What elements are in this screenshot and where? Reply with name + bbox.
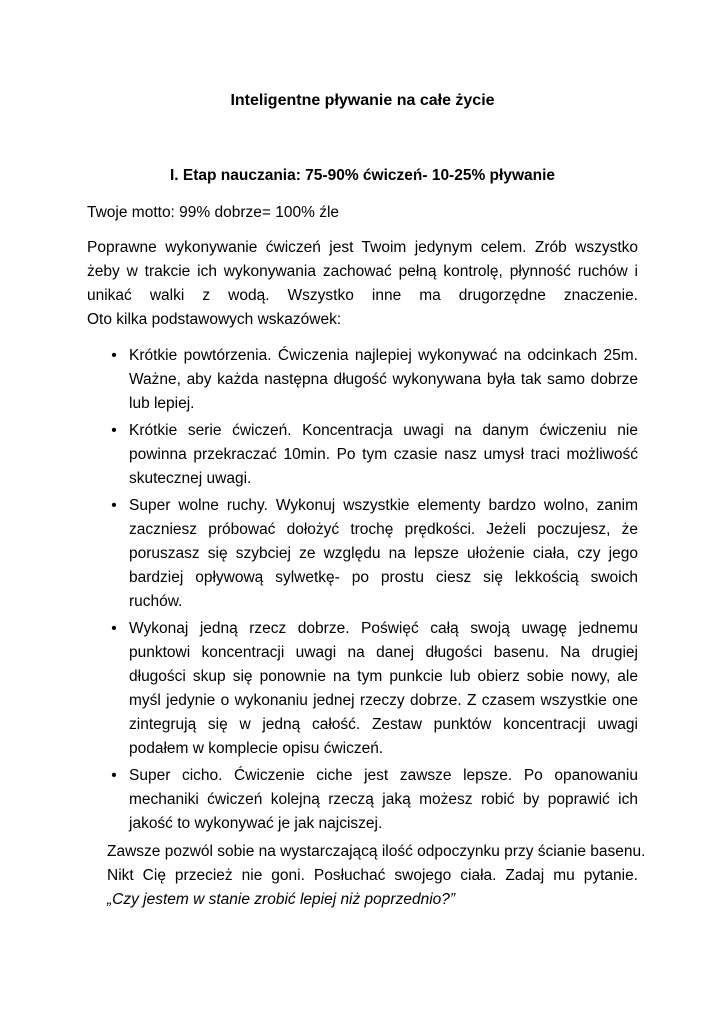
list-item-line: Krótkie serie ćwiczeń. Koncentracja uwagi na danym ćwiczeniu nie [129, 422, 638, 439]
intro-line: unikać walki z wodą. Wszystko inne ma drugorzędne znaczenie. [87, 287, 638, 304]
bullet-icon: • [111, 767, 117, 784]
closing-paragraph [107, 840, 646, 912]
intro-line: Poprawne wykonywanie ćwiczeń jest Twoim jedynym celem. Zrób wszystko [87, 239, 638, 256]
list-item-line: jakość to wykonywać je jak najciszej. [129, 815, 383, 832]
closing-line: Nikt Cię przecież nie goni. Posłuchać swojego ciała. Zadaj mu pytanie. [107, 867, 638, 884]
tips-list [104, 344, 638, 839]
list-item-line: zaczniesz próbować dołożyć trochę prędkości. Jeżeli poczujesz, że [129, 521, 638, 538]
closing-question: „Czy jestem w stanie zrobić lepiej niż poprzednio?” [107, 891, 456, 908]
bullet-icon: • [111, 347, 117, 364]
list-item-line: powinna przekraczać 10min. Po tym czasie nasz umysł traci możliwość [129, 446, 638, 463]
list-item-line: bardziej opływową sylwetkę- po prostu ciesz się lekkością swoich [129, 569, 638, 586]
list-item [104, 764, 638, 836]
motto-line: Twoje motto: 99% dobrze= 100% źle [87, 204, 340, 221]
list-item-line: Super cicho. Ćwiczenie ciche jest zawsze lepsze. Po opanowaniu [129, 767, 638, 784]
list-item [104, 344, 638, 416]
list-item-line: lub lepiej. [129, 395, 195, 412]
list-item-line: Ważne, aby każda następna długość wykonywana była tak samo dobrze [129, 371, 638, 388]
intro-paragraph [87, 236, 638, 332]
list-item-line: długości skup się ponownie na tym punkcie lub obierz sobie nowy, ale [129, 668, 638, 685]
bullet-icon: • [111, 497, 117, 514]
list-item [104, 617, 638, 761]
list-item-line: zintegrują się w jedną całość. Zestaw punktów koncentracji uwagi [129, 716, 638, 733]
intro-line: żeby w trakcie ich wykonywania zachować pełną kontrolę, płynność ruchów i [87, 263, 638, 280]
section-heading: I. Etap nauczania: 75-90% ćwiczeń- 10-25% pływanie [169, 167, 556, 184]
list-item [104, 494, 638, 614]
list-item-line: Wykonaj jedną rzecz dobrze. Poświęć całą swoją uwagę jednemu [129, 620, 638, 637]
list-item-line: skutecznej uwagi. [129, 470, 252, 487]
list-item-line: ruchów. [129, 593, 183, 610]
list-item-line: poruszasz się szybciej ze względu na lepsze ułożenie ciała, czy jego [129, 545, 638, 562]
closing-line: Zawsze pozwól sobie na wystarczającą ilość odpoczynku przy ścianie basenu. [107, 843, 646, 860]
list-item-line: podałem w komplecie opisu ćwiczeń. [129, 740, 384, 757]
list-item [104, 419, 638, 491]
intro-line: Oto kilka podstawowych wskazówek: [87, 311, 342, 328]
bullet-icon: • [111, 620, 117, 637]
list-item-line: punktowi koncentracji uwagi na danej długości basenu. Na drugiej [129, 644, 638, 661]
list-item-line: mechaniki ćwiczeń kolejną rzeczą jaką możesz robić by poprawić ich [129, 791, 638, 808]
bullet-icon: • [111, 422, 117, 439]
list-item-line: myśl jedynie o wykonaniu jednej rzeczy dobrze. Z czasem wszystkie one [129, 692, 638, 709]
list-item-line: Krótkie powtórzenia. Ćwiczenia najlepiej wykonywać na odcinkach 25m. [129, 347, 638, 364]
list-item-line: Super wolne ruchy. Wykonuj wszystkie elementy bardzo wolno, zanim [129, 497, 638, 514]
document-title: Inteligentne pływanie na całe życie [230, 92, 495, 109]
